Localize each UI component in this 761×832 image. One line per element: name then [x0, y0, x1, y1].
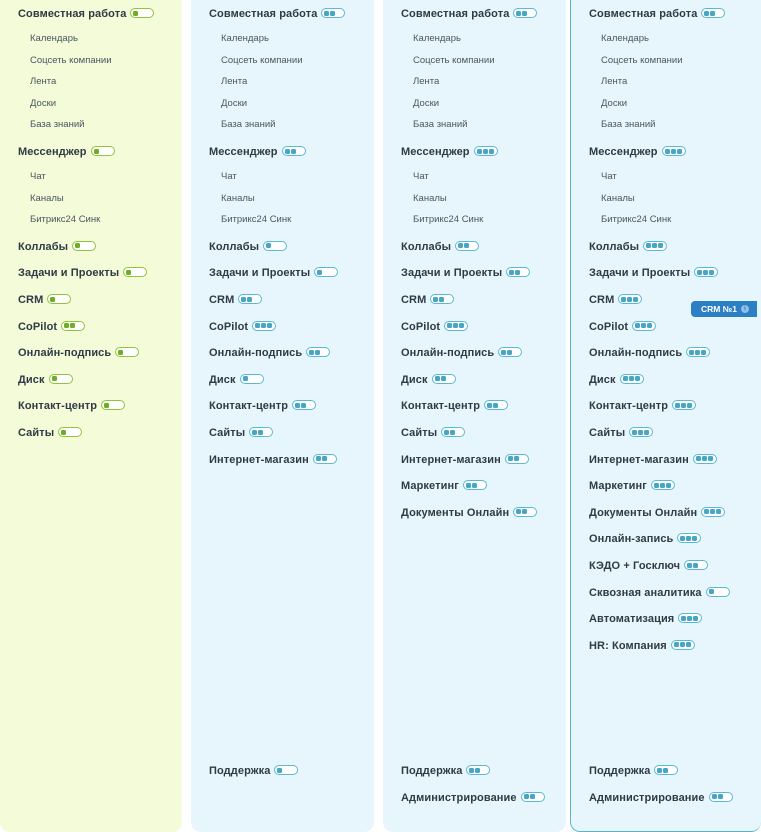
level-indicator-icon [72, 241, 96, 251]
level-indicator-icon [441, 427, 465, 437]
feature-label: Онлайн-подпись [401, 347, 495, 360]
feature-row [401, 345, 522, 361]
feature-label: Документы Онлайн [401, 506, 510, 519]
feature-row [589, 585, 730, 601]
feature-row [589, 611, 702, 627]
feature-subitem: Календарь [221, 33, 269, 44]
level-indicator-icon [629, 427, 653, 437]
level-indicator-icon [672, 400, 696, 410]
plan-column-3 [383, 0, 566, 832]
feature-subitem: Чат [221, 171, 237, 182]
feature-row [209, 6, 345, 22]
feature-subitem: Соцсеть компании [30, 54, 112, 66]
feature-row [209, 319, 276, 335]
feature-row [589, 763, 678, 779]
level-indicator-icon [678, 613, 702, 623]
level-indicator-icon [686, 347, 710, 357]
feature-label: CRM [589, 294, 615, 307]
feature-subitem: Каналы [221, 192, 255, 204]
level-indicator-icon [263, 241, 287, 251]
feature-label: Сайты [18, 427, 55, 440]
feature-label: Онлайн-подпись [18, 347, 112, 360]
feature-subitem: Битрикс24 Синк [413, 214, 484, 226]
feature-label: Сайты [589, 427, 626, 440]
feature-label: Задачи и Проекты [401, 267, 503, 280]
level-indicator-icon [620, 374, 644, 384]
level-indicator-icon [58, 427, 82, 437]
feature-label: Сайты [209, 427, 246, 440]
level-indicator-icon [61, 321, 85, 331]
feature-row [589, 425, 653, 441]
feature-subitem: Каналы [601, 192, 635, 204]
feature-subitem: Доски [30, 97, 57, 109]
feature-label: Поддержка [209, 765, 271, 778]
level-indicator-icon [709, 792, 733, 802]
feature-label: CoPilot [401, 320, 441, 333]
feature-subitem: База знаний [413, 119, 468, 131]
feature-row [401, 505, 537, 521]
feature-row [209, 144, 306, 160]
level-indicator-icon [47, 294, 71, 304]
feature-row [18, 144, 115, 160]
feature-label: Администрирование [401, 791, 517, 804]
feature-row [209, 239, 287, 255]
feature-row [589, 265, 718, 281]
level-indicator-icon [321, 8, 345, 18]
level-indicator-icon [274, 765, 298, 775]
level-indicator-icon [430, 294, 454, 304]
level-indicator-icon [455, 241, 479, 251]
level-indicator-icon [484, 400, 508, 410]
feature-label: Совместная работа [18, 8, 127, 21]
level-indicator-icon [693, 454, 717, 464]
feature-row [209, 452, 337, 468]
feature-row [401, 144, 498, 160]
feature-row [209, 372, 264, 388]
feature-label: Коллабы [589, 240, 640, 253]
feature-row [18, 398, 125, 414]
level-indicator-icon [701, 8, 725, 18]
feature-row [18, 319, 85, 335]
feature-label: Документы Онлайн [589, 506, 698, 519]
feature-label: Сквозная аналитика [589, 586, 702, 599]
feature-subitem: Соцсеть компании [221, 54, 303, 66]
feature-row [401, 452, 529, 468]
level-indicator-icon [513, 8, 537, 18]
feature-row [18, 6, 154, 22]
level-indicator-icon [654, 765, 678, 775]
feature-row [401, 763, 490, 779]
level-indicator-icon [314, 267, 338, 277]
feature-subitem: Каналы [413, 192, 447, 204]
feature-label: Интернет-магазин [401, 453, 501, 466]
feature-label: Поддержка [589, 765, 651, 778]
feature-subitem: Календарь [30, 33, 78, 44]
feature-row [209, 265, 338, 281]
feature-label: Мессенджер [18, 146, 87, 159]
feature-subitem: Каналы [30, 192, 64, 204]
level-indicator-icon [701, 507, 725, 517]
feature-row [589, 478, 675, 494]
feature-row [401, 372, 456, 388]
feature-label: Сайты [401, 427, 438, 440]
feature-label: Совместная работа [209, 8, 318, 21]
feature-subitem: Календарь [413, 33, 461, 44]
feature-subitem: Календарь [601, 33, 649, 44]
feature-label: Онлайн-подпись [209, 347, 303, 360]
level-indicator-icon [432, 374, 456, 384]
feature-subitem: База знаний [221, 119, 276, 131]
feature-subitem: Лента [601, 76, 628, 88]
feature-label: CoPilot [209, 320, 249, 333]
feature-label: Коллабы [18, 240, 69, 253]
level-indicator-icon [684, 560, 708, 570]
feature-label: Мессенджер [589, 146, 658, 159]
feature-row [18, 345, 139, 361]
feature-label: CoPilot [589, 320, 629, 333]
feature-label: Контакт-центр [401, 400, 481, 413]
feature-row [18, 372, 73, 388]
plan-column-2 [191, 0, 374, 832]
feature-row [209, 763, 298, 779]
feature-label: CRM [209, 294, 235, 307]
level-indicator-icon [505, 454, 529, 464]
feature-subitem: Доски [221, 97, 248, 109]
feature-row [589, 292, 642, 308]
feature-row [589, 239, 667, 255]
feature-label: Коллабы [209, 240, 260, 253]
feature-row [401, 790, 545, 806]
feature-row [589, 144, 686, 160]
feature-label: Поддержка [401, 765, 463, 778]
level-indicator-icon [466, 765, 490, 775]
feature-row [401, 265, 530, 281]
level-indicator-icon [282, 146, 306, 156]
feature-row [18, 425, 82, 441]
level-indicator-icon [463, 480, 487, 490]
feature-row [209, 345, 330, 361]
feature-row [589, 790, 733, 806]
feature-row [589, 345, 710, 361]
feature-label: Диск [589, 373, 616, 386]
feature-label: Администрирование [589, 791, 705, 804]
level-indicator-icon [240, 374, 264, 384]
level-indicator-icon [651, 480, 675, 490]
feature-subitem: Доски [413, 97, 440, 109]
feature-row [209, 425, 273, 441]
feature-subitem: База знаний [601, 119, 656, 131]
feature-row [589, 452, 717, 468]
level-indicator-icon [521, 792, 545, 802]
feature-label: Онлайн-подпись [589, 347, 683, 360]
feature-row [589, 505, 725, 521]
level-indicator-icon [632, 321, 656, 331]
feature-label: Задачи и Проекты [18, 267, 120, 280]
level-indicator-icon [677, 533, 701, 543]
feature-label: CoPilot [18, 320, 58, 333]
level-indicator-icon [249, 427, 273, 437]
feature-label: Онлайн-запись [589, 533, 674, 546]
feature-row [401, 478, 487, 494]
level-indicator-icon [618, 294, 642, 304]
feature-row [18, 292, 71, 308]
crm-badge[interactable] [691, 301, 757, 317]
level-indicator-icon [91, 146, 115, 156]
level-indicator-icon [130, 8, 154, 18]
feature-label: Маркетинг [589, 480, 647, 493]
feature-subitem: Чат [30, 171, 46, 182]
feature-row [401, 398, 508, 414]
feature-label: Интернет-магазин [209, 453, 309, 466]
feature-label: Контакт-центр [18, 400, 98, 413]
feature-label: Диск [209, 373, 236, 386]
feature-row [589, 372, 644, 388]
feature-label: Маркетинг [401, 480, 459, 493]
feature-row [589, 558, 708, 574]
level-indicator-icon [252, 321, 276, 331]
level-indicator-icon [513, 507, 537, 517]
level-indicator-icon [115, 347, 139, 357]
feature-subitem: Соцсеть компании [601, 54, 683, 66]
level-indicator-icon [101, 400, 125, 410]
feature-subitem: Доски [601, 97, 628, 109]
feature-label: Совместная работа [589, 8, 698, 21]
feature-label: Задачи и Проекты [209, 267, 311, 280]
feature-label: CRM [18, 294, 44, 307]
plan-column-4 [570, 0, 761, 832]
feature-row [589, 319, 656, 335]
feature-label: Совместная работа [401, 8, 510, 21]
feature-row [401, 319, 468, 335]
level-indicator-icon [238, 294, 262, 304]
feature-label: Автоматизация [589, 613, 675, 626]
level-indicator-icon [474, 146, 498, 156]
crm-badge-label: CRM №1 [701, 304, 737, 314]
feature-label: Контакт-центр [209, 400, 289, 413]
level-indicator-icon [123, 267, 147, 277]
feature-subitem: База знаний [30, 119, 85, 131]
feature-row [209, 292, 262, 308]
feature-label: Диск [18, 373, 45, 386]
level-indicator-icon [306, 347, 330, 357]
feature-subitem: Чат [413, 171, 429, 182]
feature-label: Интернет-магазин [589, 453, 689, 466]
feature-subitem: Соцсеть компании [413, 54, 495, 66]
feature-row [589, 531, 701, 547]
feature-subitem: Лента [30, 76, 57, 88]
feature-row [209, 398, 316, 414]
feature-label: Задачи и Проекты [589, 267, 691, 280]
level-indicator-icon [706, 587, 730, 597]
feature-row [401, 425, 465, 441]
level-indicator-icon [506, 267, 530, 277]
feature-subitem: Битрикс24 Синк [30, 214, 101, 226]
feature-subitem: Битрикс24 Синк [221, 214, 292, 226]
plan-column-1 [0, 0, 182, 832]
feature-label: HR: Компания [589, 639, 667, 652]
level-indicator-icon [671, 640, 695, 650]
feature-label: Коллабы [401, 240, 452, 253]
level-indicator-icon [643, 241, 667, 251]
feature-subitem: Лента [221, 76, 248, 88]
level-indicator-icon [498, 347, 522, 357]
feature-subitem: Битрикс24 Синк [601, 214, 672, 226]
feature-subitem: Чат [601, 171, 617, 182]
feature-label: КЭДО + Госключ [589, 560, 681, 573]
feature-row [401, 6, 537, 22]
feature-row [18, 265, 147, 281]
feature-label: Мессенджер [209, 146, 278, 159]
feature-row [18, 239, 96, 255]
level-indicator-icon [49, 374, 73, 384]
feature-row [401, 239, 479, 255]
feature-label: Мессенджер [401, 146, 470, 159]
level-indicator-icon [313, 454, 337, 464]
feature-label: Контакт-центр [589, 400, 669, 413]
feature-label: Диск [401, 373, 428, 386]
level-indicator-icon [662, 146, 686, 156]
feature-row [589, 6, 725, 22]
level-indicator-icon [694, 267, 718, 277]
feature-label: CRM [401, 294, 427, 307]
feature-row [589, 638, 695, 654]
level-indicator-icon [292, 400, 316, 410]
info-icon[interactable]: i [741, 305, 749, 313]
feature-row [589, 398, 696, 414]
feature-row [401, 292, 454, 308]
level-indicator-icon [444, 321, 468, 331]
feature-subitem: Лента [413, 76, 440, 88]
